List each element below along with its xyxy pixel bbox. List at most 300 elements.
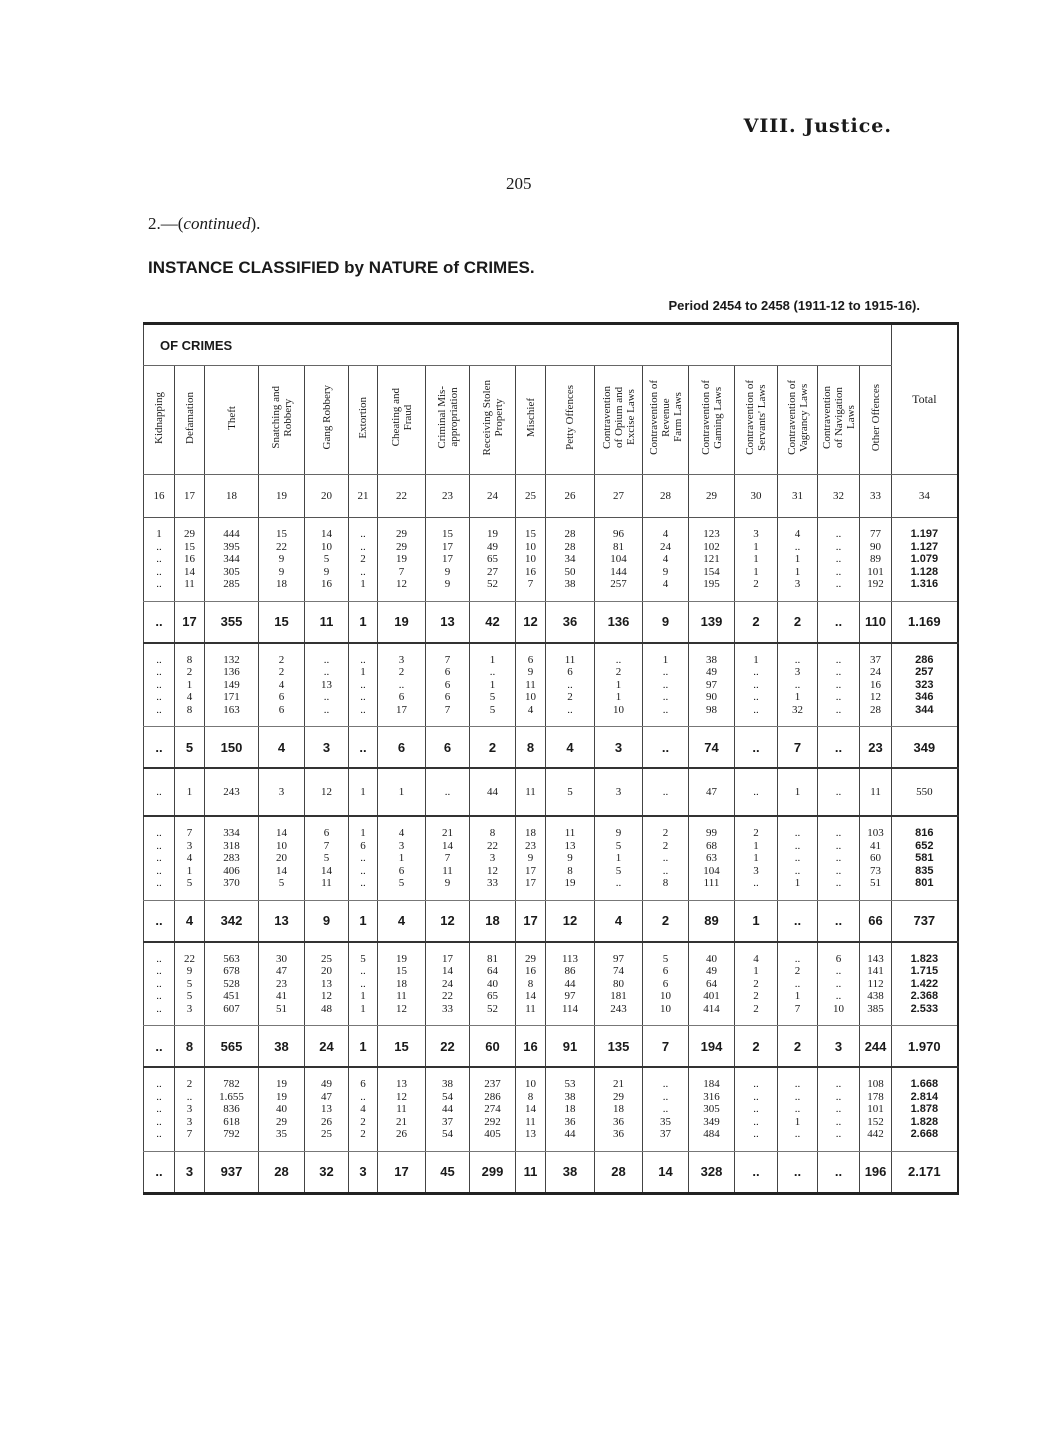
cell-value: 484	[703, 1128, 720, 1140]
cell-value: ..	[835, 528, 842, 540]
data-cell	[546, 942, 595, 1026]
data-cell: 44	[470, 768, 516, 816]
column-header-label: Receiving Stolen Property	[480, 379, 505, 456]
cell-value: ..	[323, 691, 330, 703]
column-header	[378, 366, 426, 475]
cell-value: 3	[794, 666, 801, 678]
cell-value: 195	[703, 578, 720, 590]
data-cell	[689, 643, 735, 727]
cell-value: 12	[870, 691, 882, 703]
cell-value: 1.079	[910, 553, 939, 565]
continued-word: continued	[183, 214, 251, 233]
cell-value: 97	[564, 990, 576, 1002]
cell-value: 28	[564, 540, 576, 553]
cell-value: 3	[186, 839, 193, 852]
cell-value: 25	[321, 952, 332, 965]
data-cell	[595, 816, 643, 900]
column-header-label: Contravention of Servants' Laws	[744, 380, 768, 455]
column-header	[205, 366, 259, 475]
cell-value: ..	[360, 653, 366, 666]
cell-value: 113	[561, 952, 579, 965]
cell-value: 49	[321, 1078, 332, 1090]
average-cell: 6	[378, 727, 426, 769]
column-number: 31	[778, 475, 818, 518]
cell-value: 6	[398, 691, 405, 703]
data-cell: 3	[595, 768, 643, 816]
cell-value: 9	[615, 827, 622, 839]
cell-value: 44	[564, 1128, 576, 1140]
cell-value: 2	[753, 1002, 759, 1015]
cell-value: ..	[794, 977, 801, 990]
column-number: 19	[259, 475, 305, 518]
average-cell: 2	[778, 601, 818, 643]
cell-value: 274	[484, 1103, 501, 1115]
cell-value: 98	[706, 703, 717, 716]
cell-value: 8	[489, 827, 496, 839]
average-cell: 89	[689, 900, 735, 942]
cell-value: 9	[527, 666, 534, 678]
data-cell	[643, 518, 689, 602]
cell-value: 11	[442, 864, 453, 877]
cell-value: 7	[398, 565, 405, 578]
average-cell: 42	[470, 601, 516, 643]
cell-value: 154	[703, 565, 720, 578]
cell-value: 9	[186, 965, 193, 977]
cell-value: 344	[915, 703, 934, 716]
cell-value: ..	[567, 678, 573, 691]
data-cell	[818, 1067, 860, 1151]
cell-value: ..	[156, 864, 162, 877]
cell-value: 29	[613, 1090, 624, 1103]
cell-value: ..	[662, 1078, 669, 1090]
column-header-label: Defamation	[183, 391, 196, 444]
data-cell	[470, 518, 516, 602]
average-cell: 8	[516, 727, 546, 769]
cell-value: 54	[442, 1128, 453, 1140]
cell-value: 11	[184, 578, 195, 590]
cell-value: ..	[156, 540, 162, 553]
cell-value: 2	[615, 666, 622, 678]
cell-value: ..	[156, 990, 162, 1002]
data-cell	[892, 643, 958, 727]
data-cell	[305, 518, 349, 602]
data-cell	[735, 942, 778, 1026]
cell-value: 836	[223, 1103, 240, 1115]
column-header-label: Petty Offences	[564, 385, 576, 450]
cell-value: 18	[564, 1103, 576, 1115]
cell-value: ..	[794, 1078, 801, 1090]
cell-value: ..	[835, 553, 842, 565]
cell-value: 13	[396, 1078, 407, 1090]
cell-value: 16	[525, 565, 536, 578]
cell-value: 6	[360, 839, 366, 852]
column-header-label: Contravention of Opium and Excise Laws	[600, 386, 637, 449]
cell-value: 2	[278, 653, 285, 666]
cell-value: 1	[615, 691, 622, 703]
average-cell: 565	[205, 1026, 259, 1068]
data-cell: ..	[643, 768, 689, 816]
cell-value: 444	[223, 528, 240, 540]
continued-prefix: 2.—(	[148, 214, 184, 233]
cell-value: 5	[489, 703, 496, 716]
cell-value: 4	[360, 1103, 366, 1115]
cell-value: 25	[321, 1128, 332, 1140]
cell-value: 2.368	[910, 990, 939, 1002]
cell-value: 14	[184, 565, 195, 578]
data-cell	[546, 643, 595, 727]
cell-value: 40	[487, 977, 498, 990]
cell-value: 1	[360, 827, 366, 839]
cell-value: 7	[527, 578, 534, 590]
cell-value: 22	[184, 952, 195, 965]
cell-value: 41	[870, 839, 882, 852]
cell-value: 2	[567, 691, 573, 703]
cell-value: 11	[564, 827, 576, 839]
average-cell: 136	[595, 601, 643, 643]
cell-value: 15	[184, 540, 195, 553]
cell-value: 19	[396, 553, 407, 565]
data-cell	[778, 816, 818, 900]
cell-value: 6	[398, 864, 405, 877]
data-cell	[205, 518, 259, 602]
cell-value: 5	[186, 990, 193, 1002]
data-cell	[175, 518, 205, 602]
average-cell: 110	[860, 601, 892, 643]
cell-value: 8	[567, 864, 573, 877]
average-cell: 24	[305, 1026, 349, 1068]
data-cell	[349, 816, 378, 900]
data-cell: ..	[735, 768, 778, 816]
average-cell: 4	[546, 727, 595, 769]
cell-value: 17	[525, 877, 536, 889]
cell-value: 17	[525, 864, 536, 877]
cell-value: 2	[753, 827, 759, 839]
data-cell: 5	[546, 768, 595, 816]
average-cell: 5	[175, 727, 205, 769]
cell-value: 406	[223, 864, 240, 877]
cell-value: 49	[487, 540, 498, 553]
average-cell: 18	[470, 900, 516, 942]
cell-value: 6	[444, 666, 451, 678]
cell-value: 1.422	[910, 977, 939, 990]
cell-value: 74	[613, 965, 624, 977]
data-cell	[175, 643, 205, 727]
average-cell: 12	[546, 900, 595, 942]
cell-value: ..	[323, 653, 330, 666]
cell-value: 38	[564, 1090, 576, 1103]
cell-value: 1	[794, 877, 801, 889]
data-cell: 550	[892, 768, 958, 816]
cell-value: ..	[794, 1090, 801, 1103]
cell-value: 10	[525, 691, 536, 703]
cell-value: 3	[489, 852, 496, 864]
data-cell	[860, 518, 892, 602]
cell-value: 77	[870, 528, 882, 540]
cell-value: 17	[396, 703, 407, 716]
column-header	[689, 366, 735, 475]
cell-value: 63	[706, 852, 717, 864]
cell-value: 1.878	[910, 1103, 939, 1115]
cell-value: 1	[753, 965, 759, 977]
cell-value: 14	[276, 827, 287, 839]
column-header-label: Other Offences	[869, 383, 882, 452]
period-label: Period 2454 to 2458 (1911-12 to 1915-16).	[668, 298, 920, 313]
cell-value: 792	[223, 1128, 240, 1140]
average-cell: 355	[205, 601, 259, 643]
cell-value: ..	[753, 1090, 759, 1103]
cell-value: 652	[915, 839, 934, 852]
group-header: OF CRIMES	[144, 324, 892, 366]
average-cell: 139	[689, 601, 735, 643]
cell-value: 14	[276, 864, 287, 877]
cell-value: 96	[613, 528, 624, 540]
cell-value: 33	[487, 877, 498, 889]
data-cell	[205, 942, 259, 1026]
cell-value: ..	[794, 653, 801, 666]
data-cell	[378, 518, 426, 602]
cell-value: 97	[706, 678, 717, 691]
column-header-label: Contravention of Vagrancy Laws	[785, 380, 810, 455]
cell-value: ..	[156, 827, 162, 839]
column-header	[860, 366, 892, 475]
data-cell	[259, 643, 305, 727]
data-cell	[378, 1067, 426, 1151]
cell-value: 16	[184, 553, 195, 565]
data-cell	[860, 942, 892, 1026]
data-cell	[259, 816, 305, 900]
cell-value: 678	[223, 965, 240, 977]
average-cell: 7	[778, 727, 818, 769]
cell-value: 9	[278, 565, 285, 578]
cell-value: 104	[703, 864, 720, 877]
cell-value: 29	[276, 1115, 287, 1128]
cell-value: 286	[915, 653, 934, 666]
data-cell: 1	[378, 768, 426, 816]
average-cell: 3	[818, 1026, 860, 1068]
cell-value: 29	[525, 952, 536, 965]
cell-value: 9	[567, 852, 573, 864]
cell-value: 2.668	[910, 1128, 939, 1140]
cell-value: ..	[156, 1115, 162, 1128]
column-number: 27	[595, 475, 643, 518]
cell-value: 101	[867, 1103, 884, 1115]
data-cell: 47	[689, 768, 735, 816]
average-row	[144, 1151, 958, 1193]
cell-value: 528	[223, 977, 240, 990]
cell-value: 1	[615, 852, 622, 864]
cell-value: ..	[156, 678, 162, 691]
data-cell	[735, 643, 778, 727]
data-cell	[778, 518, 818, 602]
cell-value: 2	[794, 965, 801, 977]
column-number: 28	[643, 475, 689, 518]
data-cell	[546, 1067, 595, 1151]
cell-value: 316	[703, 1090, 720, 1103]
cell-value: 52	[487, 578, 498, 590]
cell-value: 7	[444, 852, 451, 864]
cell-value: 4	[527, 703, 534, 716]
data-cell	[175, 816, 205, 900]
average-cell: 135	[595, 1026, 643, 1068]
cell-value: 19	[276, 1078, 287, 1090]
column-number: 23	[426, 475, 470, 518]
average-cell: 1	[349, 900, 378, 942]
cell-value: 12	[396, 578, 407, 590]
cell-value: 81	[487, 952, 498, 965]
cell-value: ..	[156, 952, 162, 965]
cell-value: 563	[223, 952, 240, 965]
cell-value: 10	[525, 540, 536, 553]
column-number: 30	[735, 475, 778, 518]
column-header	[175, 366, 205, 475]
data-cell	[378, 942, 426, 1026]
data-cell	[470, 1067, 516, 1151]
cell-value: ..	[753, 666, 759, 678]
cell-value: ..	[662, 864, 669, 877]
average-cell: 17	[516, 900, 546, 942]
cell-value: 8	[527, 1090, 534, 1103]
data-cell	[259, 518, 305, 602]
column-header	[349, 366, 378, 475]
cell-value: 1	[489, 653, 496, 666]
cell-value: 1.197	[910, 528, 939, 540]
cell-value: 22	[442, 990, 453, 1002]
cell-value: 1	[360, 1002, 366, 1015]
cell-value: 17	[442, 952, 453, 965]
cell-value: 344	[223, 553, 240, 565]
data-cell	[689, 816, 735, 900]
cell-value: 2	[753, 990, 759, 1002]
cell-value: 15	[396, 965, 407, 977]
data-cell: 11	[516, 768, 546, 816]
average-cell: 12	[516, 601, 546, 643]
average-cell: 1.169	[892, 601, 958, 643]
data-cell	[144, 816, 175, 900]
cell-value: 27	[487, 565, 498, 578]
cell-value: 29	[396, 540, 407, 553]
cell-value: 286	[484, 1090, 501, 1103]
cell-value: 6	[444, 678, 451, 691]
column-header-label: Contravention of Revenue Farm Laws	[647, 380, 684, 455]
column-header-label: Criminal Mis- appropriation	[435, 386, 460, 449]
column-header	[818, 366, 860, 475]
data-cell: ..	[818, 768, 860, 816]
cell-value: ..	[156, 578, 162, 590]
column-number: 29	[689, 475, 735, 518]
cell-value: 2	[662, 839, 669, 852]
data-cell	[175, 942, 205, 1026]
data-cell	[305, 942, 349, 1026]
cell-value: 103	[867, 827, 884, 839]
average-cell: ..	[144, 1026, 175, 1068]
cell-value: 10	[525, 1078, 536, 1090]
cell-value: 6	[567, 666, 573, 678]
cell-value: ..	[835, 666, 842, 678]
cell-value: 1	[360, 990, 366, 1002]
cell-value: 89	[870, 553, 882, 565]
cell-value: 123	[703, 528, 720, 540]
column-number: 18	[205, 475, 259, 518]
average-cell: 299	[470, 1151, 516, 1193]
cell-value: 16	[321, 578, 332, 590]
cell-value: 7	[794, 1002, 801, 1015]
cell-value: 65	[487, 990, 498, 1002]
cell-value: 438	[867, 990, 884, 1002]
cell-value: 237	[484, 1078, 501, 1090]
cell-value: ..	[360, 852, 366, 864]
cell-value: 178	[867, 1090, 884, 1103]
cell-value: 90	[706, 691, 717, 703]
cell-value: 24	[442, 977, 453, 990]
cell-value: 6	[278, 703, 285, 716]
cell-value: 7	[444, 703, 451, 716]
average-cell: 737	[892, 900, 958, 942]
column-number: 25	[516, 475, 546, 518]
cell-value: ..	[835, 565, 842, 578]
data-cell: 3	[259, 768, 305, 816]
cell-value: 1	[753, 839, 759, 852]
average-cell: 45	[426, 1151, 470, 1193]
cell-value: ..	[186, 1090, 193, 1103]
column-header	[516, 366, 546, 475]
cell-value: 41	[276, 990, 287, 1002]
cell-value: 10	[660, 1002, 671, 1015]
cell-value: 257	[610, 578, 627, 590]
data-cell	[643, 1067, 689, 1151]
average-cell: 7	[643, 1026, 689, 1068]
average-cell: ..	[735, 1151, 778, 1193]
data-cell	[689, 518, 735, 602]
cell-value: 4	[186, 691, 193, 703]
cell-value: 28	[564, 528, 576, 540]
cell-value: 835	[915, 864, 934, 877]
cell-value: 3	[794, 578, 801, 590]
cell-value: 49	[706, 965, 717, 977]
data-cell	[516, 1067, 546, 1151]
data-cell	[205, 1067, 259, 1151]
column-header-label: Contravention of Gaming Laws	[699, 380, 724, 455]
cell-value: 349	[703, 1115, 720, 1128]
cell-value: 9	[323, 565, 330, 578]
cell-value: 86	[564, 965, 576, 977]
cell-value: 1	[615, 678, 622, 691]
data-cell	[349, 643, 378, 727]
cell-value: ..	[794, 1103, 801, 1115]
average-cell: 23	[860, 727, 892, 769]
data-cell	[595, 643, 643, 727]
cell-value: 3	[398, 839, 405, 852]
average-row	[144, 727, 958, 769]
cell-value: 15	[442, 528, 453, 540]
cell-value: 5	[615, 864, 622, 877]
data-cell	[818, 643, 860, 727]
cell-value: 1	[360, 666, 366, 678]
cell-value: 3	[753, 864, 759, 877]
cell-value: 4	[278, 678, 285, 691]
cell-value: 5	[186, 877, 193, 889]
cell-value: ..	[835, 578, 842, 590]
cell-value: ..	[156, 852, 162, 864]
cell-value: ..	[835, 827, 842, 839]
average-cell: 150	[205, 727, 259, 769]
cell-value: 54	[442, 1090, 453, 1103]
average-cell: ..	[144, 601, 175, 643]
cell-value: 132	[223, 653, 240, 666]
table-body	[144, 518, 958, 1194]
cell-value: 2	[360, 553, 366, 565]
cell-value: ..	[615, 653, 622, 666]
single-year-row	[144, 768, 958, 816]
